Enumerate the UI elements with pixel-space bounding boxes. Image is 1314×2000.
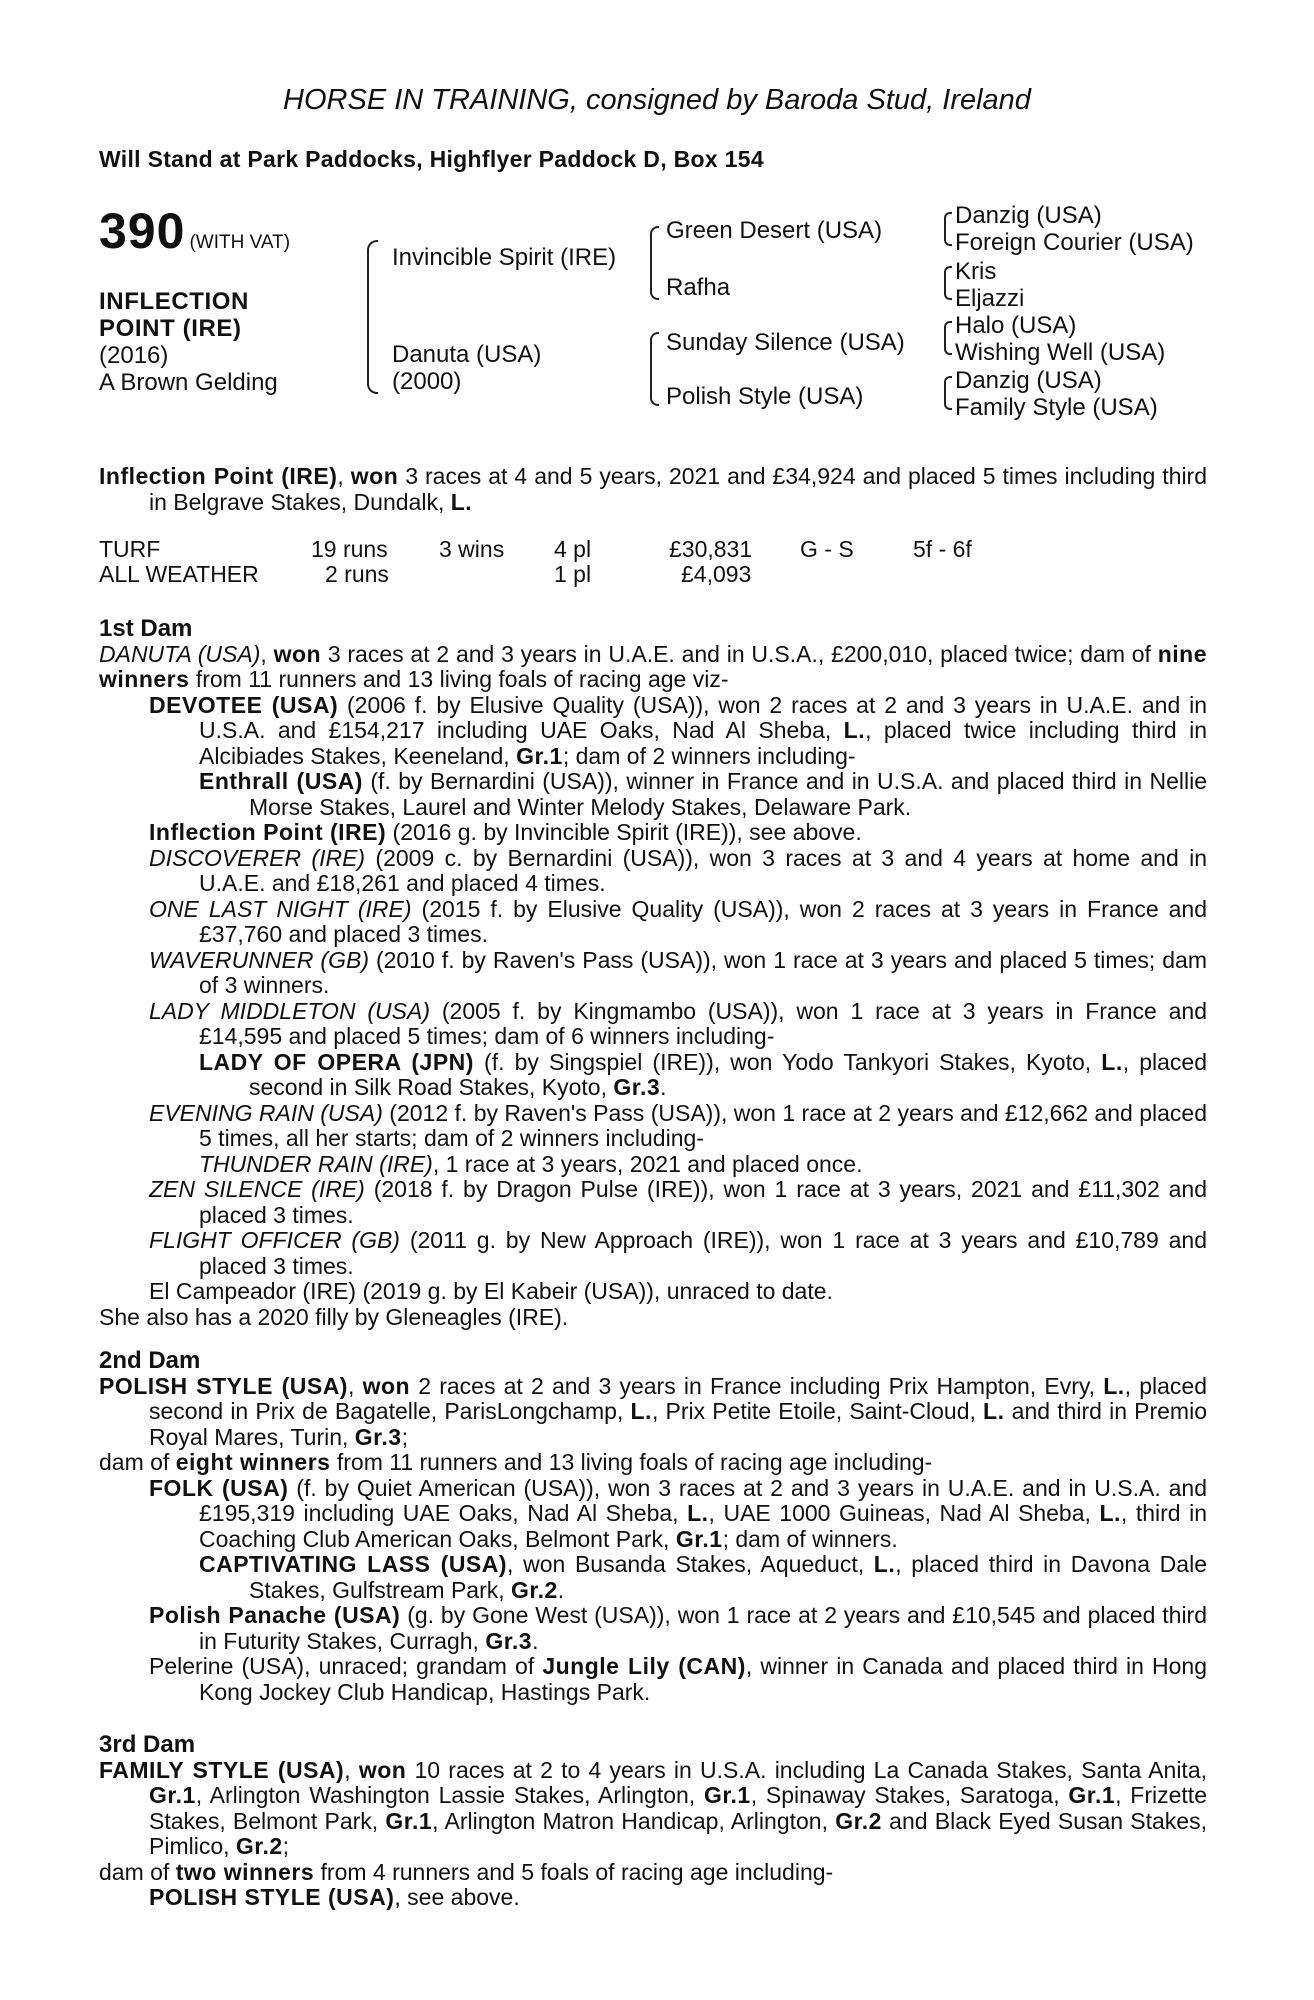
- first-dam-section: 1st Dam DANUTA (USA), won 3 races at 2 and 3 years in U.A.E. and in U.S.A., £200,010, placed twice; dam of nine winners from 11 runners and 13 living foals of racing age viz- DEVOTEE (USA) (2006 f. by Elusive Quality (USA)), won 2 races at 2 and 3 years in U.A.E. and in U.S.A. and £154,217 including UAE Oaks, Nad Al Sheba, L., placed twice including third in Alcibiades Stakes, Keeneland, Gr.1; dam of 2 winners including- Enthrall (USA) (f. by Bernardini (USA)), winner in France and in U.S.A. and placed third in Nellie Morse Stakes, Laurel and Winter Melody Stakes, Delaware Park. Inflection Point (IRE) (2016 g. by Invincible Spirit (IRE)), see above. DISCOVERER (IRE) (2009 c. by Bernardini (USA)), won 3 races at 3 and 4 years at home and in U.A.E. and £18,261 and placed 4 times. ONE LAST NIGHT (IRE) (2015 f. by Elusive Quality (USA)), won 2 races at 3 years in France and £37,760 and placed 3 times. WAVERUNNER (GB) (2010 f. by Raven's Pass (USA)), won 1 race at 3 years and placed 5 times; dam of 3 winners. LADY MIDDLETON (USA) (2005 f. by Kingmambo (USA)), won 1 race at 3 years in France and £14,595 and placed 5 times; dam of 6 winners including- LADY OF OPERA (JPN) (f. by Singspiel (IRE)), won Yodo Tankyori Stakes, Kyoto, L., placed second in Silk Road Stakes, Kyoto, Gr.3. EVENING RAIN (USA) (2012 f. by Raven's Pass (USA)), won 1 race at 2 years and £12,662 and placed 5 times, all her starts; dam of 2 winners including- THUNDER RAIN (IRE), 1 race at 3 years, 2021 and placed once. ZEN SILENCE (IRE) (2018 f. by Dragon Pulse (IRE)), won 1 race at 3 years, 2021 and £11,302 and placed 3 times. FLIGHT OFFICER (GB) (2011 g. by New Approach (IRE)), won 1 race at 3 years and £10,789 and placed 3 times. El Campeador (IRE) (2019 g. by El Kabeir (USA)), unraced to date. She also has a 2020 filly by Gleneagles (IRE).: [99, 615, 1208, 1330]
- family-style-grade3: Gr.1: [1068, 1782, 1116, 1808]
- pelerine-tail: , winner in Canada and placed third in Hong Kong Jockey Club Handicap, Hastings Park.: [199, 1653, 1208, 1705]
- pedigree-brace-g2: [944, 266, 952, 300]
- pedigree-brace-dam: [650, 332, 659, 406]
- captivating-lass-entry: [99, 1552, 1207, 1603]
- danuta-won: won: [273, 640, 322, 667]
- devotee-text: (2006 f. by Elusive Quality (USA)), won 2 races at 2 and 3 years in U.A.E. and in U.S.A. and £154,217 including UAE Oaks, Nad Al Sheba,: [199, 691, 1207, 743]
- polish-style-produce: [99, 1450, 1207, 1476]
- pedigree-brace-sire: [650, 226, 659, 300]
- polish-style-grade: Gr.3: [354, 1423, 402, 1450]
- polish-style-winners: eight winners: [175, 1449, 331, 1475]
- summary-won: won: [350, 463, 399, 489]
- polish-panache-grade: Gr.3: [485, 1627, 533, 1654]
- polish-panache-text: (g. by Gone West (USA)), won 1 race at 2 years and £10,545 and placed third in Futurity Stakes, Curragh,: [199, 1602, 1208, 1654]
- polish-style-tail: ;: [401, 1423, 408, 1450]
- discoverer-text: (2009 c. by Bernardini (USA)), won 3 races at 3 and 4 years at home and in U.A.E. and £18,261 and placed 4 times.: [199, 844, 1208, 896]
- polish-style-ref-tail: , see above.: [394, 1884, 520, 1910]
- polish-panache-entry: [99, 1603, 1207, 1654]
- summary-horse-name: Inflection Point (IRE): [99, 463, 338, 489]
- polish-style-produce-text: dam of: [99, 1449, 176, 1475]
- folk-name: FOLK (USA): [149, 1474, 289, 1501]
- filly-note: She also has a 2020 filly by Gleneagles (IRE).: [99, 1303, 569, 1330]
- pedigree-ggs3: Halo (USA): [955, 312, 1077, 339]
- pedigree-dam-sire: Sunday Silence (USA): [666, 329, 905, 356]
- family-style-produce: [99, 1860, 1207, 1886]
- thunder-rain-text: , 1 race at 3 years, 2021 and placed once.: [432, 1150, 863, 1177]
- folk-text: (f. by Quiet American (USA)), won 3 races at 2 and 3 years in U.A.E. and in U.S.A. and £195,319 including UAE Oaks, Nad Al Sheba,: [199, 1474, 1207, 1526]
- horse-description: A Brown Gelding: [99, 369, 278, 396]
- waverunner-name: WAVERUNNER (GB): [149, 946, 369, 973]
- zen-silence-entry: [99, 1177, 1207, 1228]
- pedigree-ggs4: Danzig (USA): [955, 367, 1102, 394]
- second-dam-heading: 2nd Dam: [99, 1347, 201, 1374]
- family-style-grade6: Gr.2: [235, 1833, 283, 1859]
- pedigree-ggd4: Family Style (USA): [955, 394, 1158, 421]
- captivating-lass-grade: Gr.2: [511, 1576, 558, 1603]
- evening-rain-entry: [99, 1101, 1207, 1152]
- captivating-lass-text: , won Busanda Stakes, Aqueduct,: [507, 1551, 874, 1577]
- turf-distance: 5f - 6f: [913, 536, 972, 562]
- lady-middleton-name: LADY MIDDLETON (USA): [149, 997, 431, 1024]
- captivating-lass-text2: , placed third in Davona Dale Stakes, Gulfstream Park,: [249, 1551, 1207, 1603]
- danuta-winners: nine winners: [99, 640, 1208, 692]
- pedigree-ggd3: Wishing Well (USA): [955, 339, 1166, 366]
- horse-name-line1: INFLECTION: [99, 288, 249, 315]
- lady-middleton-text: (2005 f. by Kingmambo (USA)), won 1 race at 3 years in France and £14,595 and placed 5 times; dam of 6 winners including-: [199, 997, 1208, 1049]
- turf-runs: 19 runs: [311, 536, 388, 562]
- polish-style-text2: , placed second in Prix de Bagatelle, ParisLongchamp,: [149, 1372, 1208, 1424]
- lady-of-opera-entry: [99, 1050, 1207, 1101]
- pedigree-brace-g1: [944, 212, 952, 246]
- lot-number: [99, 202, 290, 260]
- lady-of-opera-text2: , placed second in Silk Road Stakes, Kyoto,: [249, 1048, 1208, 1100]
- captivating-lass-name: CAPTIVATING LASS (USA): [199, 1551, 508, 1577]
- danuta-text: 3 races at 2 and 3 years in U.A.E. and in U.S.A., £200,010, placed twice; dam of: [321, 640, 1158, 667]
- family-style-text3: , Spinaway Stakes, Saratoga,: [750, 1782, 1069, 1808]
- captivating-lass-tail: .: [557, 1576, 565, 1603]
- polish-panache-tail: .: [532, 1627, 539, 1654]
- pedigree-dam: Danuta (USA): [392, 341, 542, 368]
- polish-style-entry: POLISH STYLE (USA), won 2 races at 2 and 3 years in France including Prix Hampton, Evry, L., placed second in Prix de Bagatelle, ParisLongchamp, L., Prix Petite Etoile, Saint-Cloud, L. and third in Premio Royal Mares, Turin, Gr.3;: [99, 1372, 1208, 1450]
- pedigree-brace-g4: [944, 376, 952, 410]
- waverunner-text: (2010 f. by Raven's Pass (USA)), won 1 race at 3 years and placed 5 times; dam of 3 winners.: [199, 946, 1207, 998]
- pedigree-sire-sire: Green Desert (USA): [666, 217, 883, 244]
- folk-tail: ; dam of winners.: [722, 1525, 898, 1552]
- waverunner-entry: [99, 948, 1207, 999]
- polish-style-text3: , Prix Petite Etoile, Saint-Cloud,: [651, 1398, 984, 1424]
- jungle-lily-name: Jungle Lily (CAN): [542, 1653, 746, 1679]
- pelerine-entry: [99, 1654, 1207, 1705]
- thunder-rain-name: THUNDER RAIN (IRE): [199, 1150, 433, 1177]
- flight-officer-text: (2011 g. by New Approach (IRE)), won 1 race at 3 years and £10,789 and placed 3 times.: [199, 1227, 1207, 1279]
- polish-panache-name: Polish Panache (USA): [149, 1602, 401, 1628]
- captivating-lass-listed: L.: [873, 1551, 896, 1577]
- folk-grade: Gr.1: [675, 1525, 723, 1552]
- evening-rain-name: EVENING RAIN (USA): [149, 1099, 383, 1126]
- discoverer-entry: [99, 846, 1207, 897]
- family-style-won: won: [358, 1756, 407, 1783]
- summary-text: 3 races at 4 and 5 years, 2021 and £34,924 and placed 5 times including third in Belgrave Stakes, Dundalk,: [149, 463, 1208, 515]
- enthrall-text: (f. by Bernardini (USA)), winner in France and in U.S.A. and placed third in Nellie Morse Stakes, Laurel and Winter Melody Stakes, Delaware Park.: [249, 768, 1207, 820]
- lady-middleton-entry: [99, 999, 1207, 1050]
- turf-placed: 4 pl: [554, 536, 592, 562]
- first-dam-heading: 1st Dam: [99, 615, 193, 642]
- polish-style-text: 2 races at 2 and 3 years in France including Prix Hampton, Evry,: [410, 1372, 1104, 1399]
- discoverer-name: DISCOVERER (IRE): [149, 844, 366, 871]
- horse-identity: [99, 288, 278, 396]
- devotee-listed: L.: [843, 717, 866, 743]
- family-style-produce-tail: from 4 runners and 5 foals of racing age including-: [314, 1858, 834, 1885]
- family-style-text: 10 races at 2 to 4 years in U.S.A. including La Canada Stakes, Santa Anita,: [406, 1756, 1207, 1783]
- pedigree-sire: Invincible Spirit (IRE): [392, 244, 617, 271]
- pedigree-dam-dam: Polish Style (USA): [666, 383, 864, 410]
- pedigree-dam-year: (2000): [392, 368, 462, 395]
- third-dam-section: [99, 1732, 1207, 1911]
- pedigree-ggd1: Foreign Courier (USA): [955, 229, 1194, 256]
- polish-style-ref-name: POLISH STYLE (USA): [149, 1884, 395, 1910]
- family-style-tail: ;: [282, 1833, 290, 1859]
- pedigree-brace-g3: [944, 321, 952, 355]
- el-campeador-entry: El Campeador (IRE) (2019 g. by El Kabeir (USA)), unraced to date.: [149, 1278, 833, 1304]
- aw-label: ALL WEATHER: [99, 561, 259, 587]
- inflection-entry: [99, 820, 1207, 846]
- danuta-name: DANUTA (USA): [99, 640, 261, 667]
- inflection-text: (2016 g. by Invincible Spirit (IRE)), see above.: [386, 819, 862, 845]
- lady-of-opera-listed: L.: [1101, 1048, 1123, 1075]
- lot-vat: (WITH VAT): [189, 232, 291, 253]
- pedigree-brace-main: [367, 240, 378, 394]
- evening-rain-text: (2012 f. by Raven's Pass (USA)), won 1 race at 2 years and £12,662 and placed 5 times, all her starts; dam of 2 winners including-: [199, 1099, 1207, 1151]
- horse-name-line2: POINT (IRE): [99, 315, 242, 342]
- family-style-text6: and Black Eyed Susan Stakes, Pimlico,: [149, 1807, 1207, 1859]
- family-style-text5: , Arlington Matron Handicap, Arlington,: [432, 1807, 836, 1834]
- flight-officer-name: FLIGHT OFFICER (GB): [149, 1227, 400, 1253]
- zen-silence-name: ZEN SILENCE (IRE): [149, 1176, 365, 1202]
- devotee-grade: Gr.1: [516, 742, 563, 769]
- danuta-tail: from 11 runners and 13 living foals of racing age viz-: [189, 666, 729, 692]
- family-style-text2: , Arlington Washington Lassie Stakes, Arlington,: [195, 1782, 704, 1808]
- second-dam-section: [99, 1348, 1207, 1705]
- one-last-night-text: (2015 f. by Elusive Quality (USA)), won 2 races at 3 years in France and £37,760 and placed 3 times.: [199, 895, 1207, 947]
- one-last-night-name: ONE LAST NIGHT (IRE): [149, 895, 412, 922]
- aw-money: £4,093: [681, 561, 752, 587]
- turf-going: G - S: [800, 536, 854, 562]
- folk-listed2: L.: [1099, 1500, 1121, 1526]
- page-header: HORSE IN TRAINING, consigned by Baroda Stud, Ireland: [283, 84, 1031, 116]
- one-last-night-entry: [99, 897, 1207, 948]
- family-style-grade1: Gr.1: [149, 1782, 196, 1808]
- folk-entry: [99, 1476, 1207, 1553]
- aw-runs: 2 runs: [325, 561, 389, 587]
- lot-number-value: 390: [99, 203, 186, 259]
- polish-style-won: won: [362, 1372, 411, 1399]
- family-style-name: FAMILY STYLE (USA): [99, 1756, 345, 1783]
- polish-style-listed1: L.: [1103, 1372, 1125, 1399]
- race-summary: Inflection Point (IRE), won 3 races at 4 and 5 years, 2021 and £34,924 and placed 5 times including third in Belgrave Stakes, Dundalk, L.: [99, 463, 1208, 515]
- turf-money: £30,831: [669, 536, 753, 562]
- folk-text2: , UAE 1000 Guineas, Nad Al Sheba,: [708, 1500, 1100, 1526]
- devotee-name: DEVOTEE (USA): [149, 691, 339, 718]
- flight-officer-entry: [99, 1228, 1207, 1279]
- pelerine-text: Pelerine (USA), unraced; grandam of: [149, 1653, 543, 1679]
- enthrall-entry: [99, 769, 1207, 820]
- lady-of-opera-tail: .: [660, 1074, 667, 1100]
- polish-style-text4: and third in Premio Royal Mares, Turin,: [149, 1398, 1207, 1450]
- inflection-name: Inflection Point (IRE): [149, 819, 387, 845]
- family-style-grade4: Gr.1: [385, 1807, 433, 1834]
- devotee-tail: ; dam of 2 winners including-: [562, 742, 856, 769]
- family-style-grade5: Gr.2: [835, 1807, 882, 1834]
- family-style-grade2: Gr.1: [703, 1782, 751, 1808]
- folk-listed1: L.: [687, 1500, 709, 1526]
- devotee-entry: [99, 693, 1207, 770]
- folk-text3: , third in Coaching Club American Oaks, Belmont Park,: [199, 1500, 1207, 1552]
- polish-style-name: POLISH STYLE (USA): [99, 1372, 348, 1399]
- zen-silence-text: (2018 f. by Dragon Pulse (IRE)), won 1 race at 3 years, 2021 and £11,302 and placed 3 times.: [199, 1176, 1207, 1228]
- lady-of-opera-text: (f. by Singspiel (IRE)), won Yodo Tankyori Stakes, Kyoto,: [473, 1048, 1102, 1075]
- family-style-text4: , Frizette Stakes, Belmont Park,: [149, 1782, 1207, 1834]
- pedigree-ggs1: Danzig (USA): [955, 202, 1102, 229]
- polish-style-produce-tail: from 11 runners and 13 living foals of racing age including-: [330, 1449, 933, 1475]
- thunder-rain-entry: [99, 1152, 1207, 1178]
- turf-label: TURF: [99, 536, 161, 562]
- venue-line: Will Stand at Park Paddocks, Highflyer Paddock D, Box 154: [99, 146, 764, 172]
- family-style-produce-text: dam of: [99, 1858, 176, 1885]
- third-dam-heading: 3rd Dam: [99, 1731, 196, 1758]
- polish-style-listed2: L.: [630, 1398, 652, 1424]
- lady-of-opera-name: LADY OF OPERA (JPN): [199, 1048, 474, 1075]
- lady-of-opera-grade: Gr.3: [613, 1074, 661, 1100]
- polish-style-ref-entry: [99, 1885, 1207, 1911]
- pedigree-ggs2: Kris: [955, 258, 997, 285]
- aw-placed: 1 pl: [554, 561, 592, 587]
- pedigree-ggd2: Eljazzi: [955, 285, 1025, 312]
- family-style-winners: two winners: [175, 1858, 315, 1885]
- horse-year: (2016): [99, 342, 169, 369]
- devotee-text2: , placed twice including third in Alcibiades Stakes, Keeneland,: [199, 717, 1208, 769]
- enthrall-name: Enthrall (USA): [199, 768, 363, 794]
- turf-wins: 3 wins: [439, 536, 505, 562]
- polish-style-listed3: L.: [983, 1398, 1005, 1424]
- summary-listed: L.: [450, 488, 473, 515]
- family-style-entry: FAMILY STYLE (USA), won 10 races at 2 to 4 years in U.S.A. including La Canada Stakes, Santa Anita, Gr.1, Arlington Washington Lassie Stakes, Arlington, Gr.1, Spinaway Stakes, Saratoga, Gr.1, Frizette Stakes, Belmont Park, Gr.1, Arlington Matron Handicap, Arlington, Gr.2 and Black Eyed Susan Stakes, Pimlico, Gr.2;: [99, 1756, 1207, 1859]
- pedigree-sire-dam: Rafha: [666, 274, 731, 301]
